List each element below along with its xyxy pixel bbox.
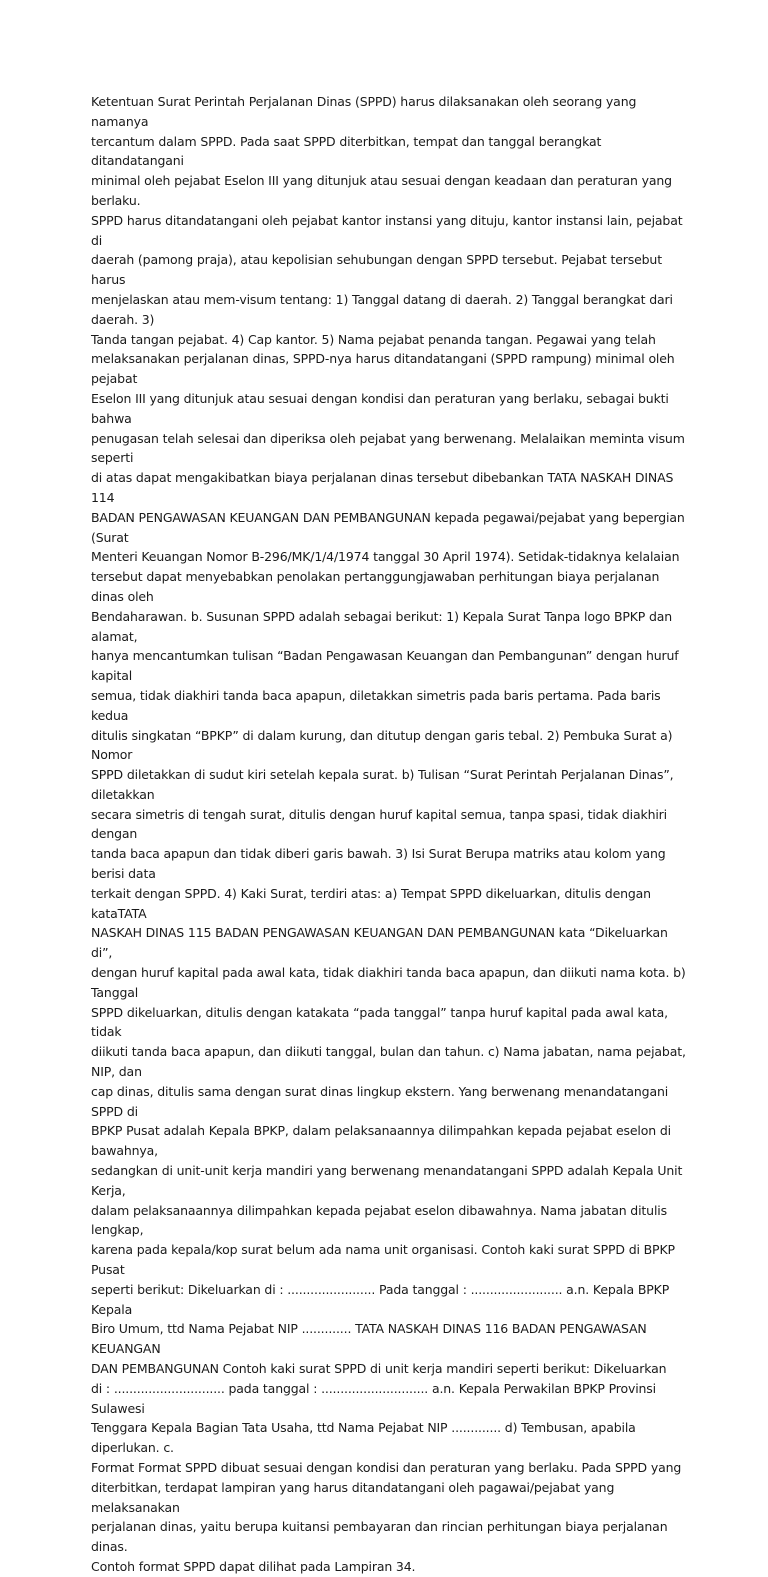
document-body — [91, 92, 691, 1577]
body-paragraph: Ketentuan Surat Perintah Perjalanan Dinas (SPPD) harus dilaksanakan oleh seorang yang namanya tercantum dalam SPPD. Pada saat SPPD diterbitkan, tempat dan tanggal berangkat ditandatangani minimal oleh pejabat Eselon III yang ditunjuk atau sesuai dengan keadaan dan peraturan yang berlaku. SPPD harus ditandatangani oleh pejabat kantor instansi yang dituju, kantor instansi lain, pejabat di daerah (pamong praja), atau kepolisian sehubungan dengan SPPD tersebut. Pejabat tersebut harus menjelaskan atau mem-visum tentang: 1) Tanggal datang di daerah. 2) Tanggal berangkat dari daerah. 3) Tanda tangan pejabat. 4) Cap kantor. 5) Nama pejabat penanda tangan. Pegawai yang telah melaksanakan perjalanan dinas, SPPD-nya harus ditandatangani (SPPD rampung) minimal oleh pejabat Eselon III yang ditunjuk atau sesuai dengan kondisi dan peraturan yang berlaku, sebagai bukti bahwa penugasan telah selesai dan diperiksa oleh pejabat yang berwenang. Melalaikan meminta visum seperti di atas dapat mengakibatkan biaya perjalanan dinas tersebut dibebankan TATA NASKAH DINAS 114 BADAN PENGAWASAN KEUANGAN DAN PEMBANGUNAN kepada pegawai/pejabat yang bepergian (Surat Menteri Keuangan Nomor B-296/MK/1/4/1974 tanggal 30 April 1974). Setidak-tidaknya kelalaian tersebut dapat menyebabkan penolakan pertanggungjawaban perhitungan biaya perjalanan dinas oleh Bendaharawan. b. Susunan SPPD adalah sebagai berikut: 1) Kepala Surat Tanpa logo BPKP dan alamat, hanya mencantumkan tulisan “Badan Pengawasan Keuangan dan Pembangunan” dengan huruf kapital semua, tidak diakhiri tanda baca apapun, diletakkan simetris pada baris pertama. Pada baris kedua ditulis singkatan “BPKP” di dalam kurung, dan ditutup dengan garis tebal. 2) Pembuka Surat a) Nomor SPPD diletakkan di sudut kiri setelah kepala surat. b) Tulisan “Surat Perintah Perjalanan Dinas”, diletakkan secara simetris di tengah surat, ditulis dengan huruf kapital semua, tanpa spasi, tidak diakhiri dengan tanda baca apapun dan tidak diberi garis bawah. 3) Isi Surat Berupa matriks atau kolom yang berisi data terkait dengan SPPD. 4) Kaki Surat, terdiri atas: a) Tempat SPPD dikeluarkan, ditulis dengan kataTATA NASKAH DINAS 115 BADAN PENGAWASAN KEUANGAN DAN PEMBANGUNAN kata “Dikeluarkan di”, dengan huruf kapital pada awal kata, tidak diakhiri tanda baca apapun, dan diikuti nama kota. b) Tanggal SPPD dikeluarkan, ditulis dengan katakata “pada tanggal” tanpa huruf kapital pada awal kata, tidak diikuti tanda baca apapun, dan diikuti tanggal, bulan dan tahun. c) Nama jabatan, nama pejabat, NIP, dan cap dinas, ditulis sama dengan surat dinas lingkup ekstern. Yang berwenang menandatangani SPPD di BPKP Pusat adalah Kepala BPKP, dalam pelaksanaannya dilimpahkan kepada pejabat eselon di bawahnya, sedangkan di unit-unit kerja mandiri yang berwenang menandatangani SPPD adalah Kepala Unit Kerja, dalam pelaksanaannya dilimpahkan kepada pejabat eselon dibawahnya. Nama jabatan ditulis lengkap, karena pada kepala/kop surat belum ada nama unit organisasi. Contoh kaki surat SPPD di BPKP Pusat seperti berikut: Dikeluarkan di : ....................... Pada tanggal : ........................ a.n. Kepala BPKP Kepala Biro Umum, ttd Nama Pejabat NIP ............. TATA NASKAH DINAS 116 BADAN PENGAWASAN KEUANGAN DAN PEMBANGUNAN Contoh kaki surat SPPD di unit kerja mandiri seperti berikut: Dikeluarkan di : ............................. pada tanggal : ............................ a.n. Kepala Perwakilan BPKP Provinsi Sulawesi Tenggara Kepala Bagian Tata Usaha, ttd Nama Pejabat NIP ............. d) Tembusan, apabila diperlukan. c. Format Format SPPD dibuat sesuai dengan kondisi dan peraturan yang berlaku. Pada SPPD yang diterbitkan, terdapat lampiran yang harus ditandatangani oleh pagawai/pejabat yang melaksanakan perjalanan dinas, yaitu berupa kuitansi pembayaran dan rincian perhitungan biaya perjalanan dinas. Contoh format SPPD dapat dilihat pada Lampiran 34. — [91, 94, 686, 1574]
